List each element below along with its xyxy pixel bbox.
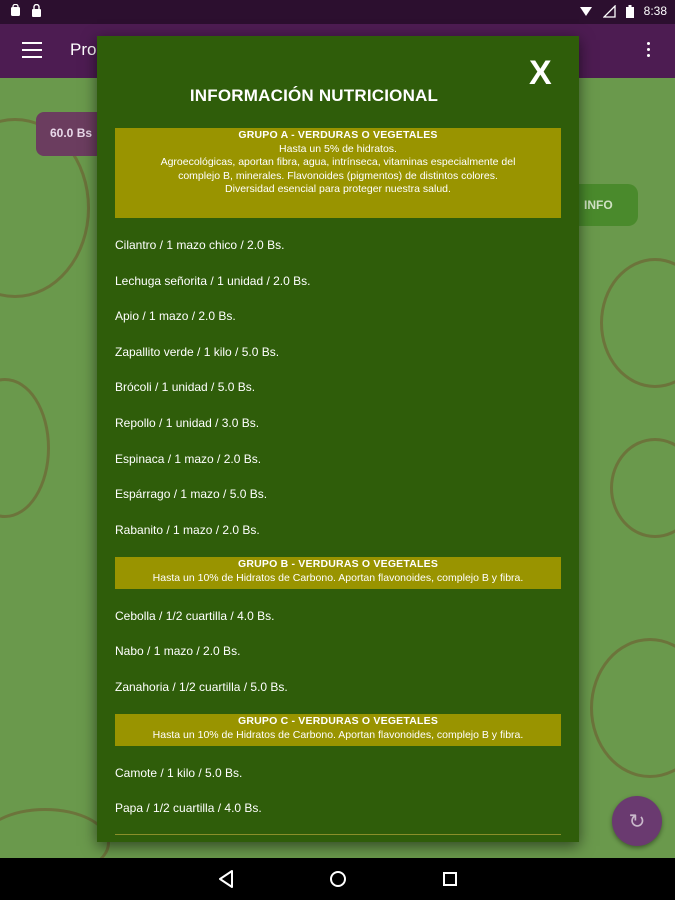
- divider: [115, 834, 561, 835]
- list-item: Espinaca / 1 mazo / 2.0 Bs.: [115, 452, 262, 466]
- app-title: Pro: [70, 40, 97, 59]
- system-nav-bar: [0, 858, 675, 900]
- list-item: Lechuga señorita / 1 unidad / 2.0 Bs.: [115, 274, 311, 288]
- list-item: Cebolla / 1/2 cuartilla / 4.0 Bs.: [115, 609, 275, 623]
- group-description-line: Hasta un 10% de Hidratos de Carbono. Aportan flavonoides, complejo B y fibra.: [152, 728, 524, 741]
- vegetable-illustration: [0, 378, 50, 518]
- home-icon[interactable]: [330, 871, 346, 887]
- vpn-key-icon: [579, 5, 593, 17]
- list-item: Zapallito verde / 1 kilo / 5.0 Bs.: [115, 345, 280, 359]
- lock-icon: [31, 4, 42, 17]
- dialog-title: INFORMACIÓN NUTRICIONAL: [189, 86, 439, 105]
- vegetable-illustration: [0, 808, 110, 858]
- group-description-line: complejo B, minerales. Flavonoides (pigmentos) de distintos colores.: [178, 169, 498, 182]
- list-item: Cilantro / 1 mazo chico / 2.0 Bs.: [115, 238, 285, 252]
- group-b-header: [115, 557, 561, 589]
- close-button[interactable]: X: [529, 54, 552, 92]
- group-description-line: Hasta un 5% de hidratos.: [279, 142, 397, 155]
- group-title: GRUPO C - VERDURAS O VEGETALES: [237, 715, 439, 727]
- notification-icon: [10, 4, 21, 17]
- hamburger-menu-icon[interactable]: [22, 42, 42, 58]
- group-title: GRUPO A - VERDURAS O VEGETALES: [238, 129, 438, 141]
- list-item: Repollo / 1 unidad / 3.0 Bs.: [115, 416, 260, 430]
- price-chip: 60.0 Bs: [36, 112, 116, 156]
- back-icon[interactable]: [218, 870, 234, 888]
- group-title: GRUPO B - VERDURAS O VEGETALES: [237, 558, 439, 570]
- list-item: Zanahoria / 1/2 cuartilla / 5.0 Bs.: [115, 680, 288, 694]
- group-a-header: [115, 128, 561, 218]
- vegetable-illustration: [600, 258, 675, 388]
- group-c-header: [115, 714, 561, 746]
- status-bar: [0, 0, 675, 24]
- nutrition-info-dialog: [97, 36, 579, 842]
- list-item: Apio / 1 mazo / 2.0 Bs.: [115, 309, 236, 323]
- list-item: Nabo / 1 mazo / 2.0 Bs.: [115, 644, 241, 658]
- wifi-off-icon: [603, 5, 616, 18]
- info-button[interactable]: INFO: [572, 184, 638, 226]
- list-item: Camote / 1 kilo / 5.0 Bs.: [115, 766, 243, 780]
- vegetable-illustration: [590, 638, 675, 778]
- group-description-line: Diversidad esencial para proteger nuestra salud.: [225, 183, 451, 195]
- list-item: Rabanito / 1 mazo / 2.0 Bs.: [115, 523, 260, 537]
- list-item: Papa / 1/2 cuartilla / 4.0 Bs.: [115, 801, 262, 815]
- recents-icon[interactable]: [443, 872, 457, 886]
- more-vert-icon[interactable]: [647, 42, 651, 60]
- clock: 8:38: [643, 4, 667, 18]
- group-description-line: Hasta un 10% de Hidratos de Carbono. Aportan flavonoides, complejo B y fibra.: [152, 571, 524, 584]
- list-item: Brócoli / 1 unidad / 5.0 Bs.: [115, 380, 256, 394]
- refresh-icon: ↻: [628, 809, 646, 833]
- battery-icon: [626, 5, 634, 18]
- refresh-fab[interactable]: [612, 796, 662, 846]
- list-item: Espárrago / 1 mazo / 5.0 Bs.: [115, 487, 268, 501]
- group-description-line: Agroecológicas, aportan fibra, agua, intrínseca, vitaminas especialmente del: [160, 156, 516, 168]
- vegetable-illustration: [610, 438, 675, 538]
